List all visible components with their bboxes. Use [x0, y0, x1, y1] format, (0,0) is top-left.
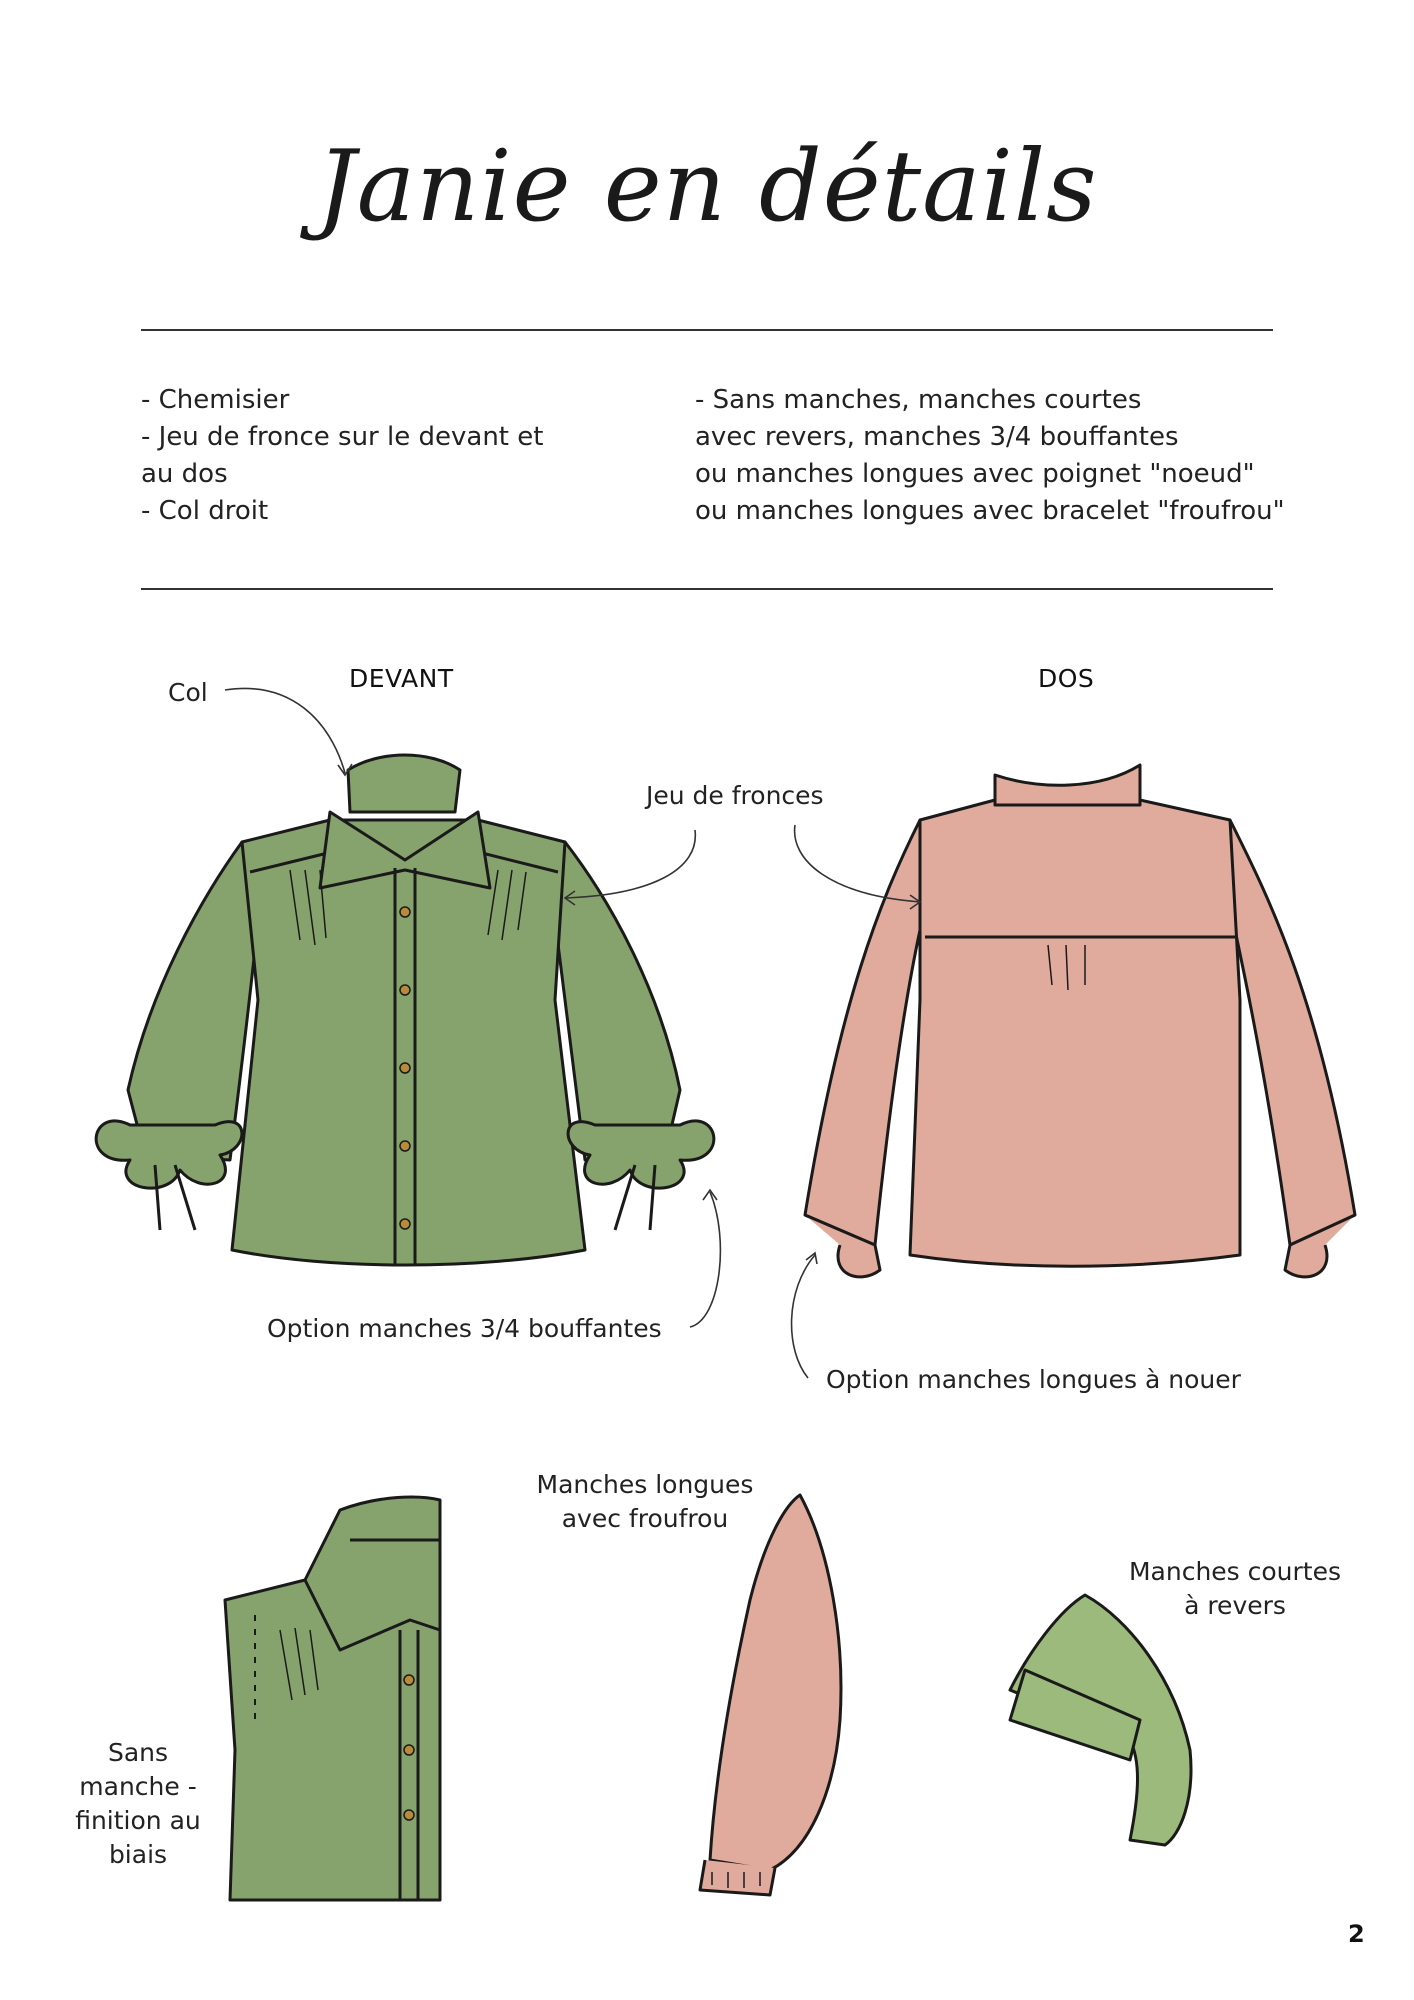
feature-item: - Jeu de fronce sur le devant et	[141, 422, 544, 452]
back-left-sleeve	[805, 820, 920, 1245]
short-cuff-variant-label	[1110, 1555, 1360, 1623]
short-cuff-sleeve-illustration	[1010, 1595, 1191, 1845]
feature-item: - Chemisier	[141, 385, 290, 415]
label-line: Sans	[107, 1738, 169, 1767]
long-ruffle-sleeve-illustration	[700, 1495, 841, 1895]
feature-item: ou manches longues avec bracelet "froufrou"	[695, 496, 1285, 526]
back-collar	[995, 765, 1140, 805]
feature-item: au dos	[141, 459, 228, 489]
front-right-sleeve	[555, 842, 680, 1160]
back-view-heading: DOS	[1038, 664, 1095, 693]
label-line: Manches courtes	[1128, 1557, 1342, 1586]
page-number: 2	[1348, 1920, 1365, 1948]
front-view-heading: DEVANT	[349, 664, 454, 693]
sleeveless-variant-label	[58, 1736, 218, 1872]
front-left-bow	[96, 1121, 242, 1188]
front-left-sleeve	[128, 842, 258, 1160]
front-body	[232, 820, 585, 1265]
front-right-bow	[568, 1121, 714, 1188]
feature-item: avec revers, manches 3/4 bouffantes	[695, 422, 1179, 452]
back-right-sleeve	[1230, 820, 1355, 1245]
long-ruffle-variant-label	[520, 1468, 770, 1536]
page-title: Janie en détails	[316, 130, 1098, 244]
back-body	[910, 800, 1240, 1266]
label-line: à revers	[1184, 1591, 1286, 1620]
label-line: avec froufrou	[561, 1504, 729, 1533]
gathers-label: Jeu de fronces	[646, 781, 824, 810]
label-line: manche -	[79, 1772, 197, 1801]
option-34-sleeves-label: Option manches 3/4 bouffantes	[267, 1314, 662, 1343]
label-line: biais	[108, 1840, 168, 1869]
feature-item: ou manches longues avec poignet "noeud"	[695, 459, 1255, 489]
sleeveless-variant-illustration	[225, 1497, 440, 1900]
front-blouse-illustration	[96, 755, 714, 1265]
collar-label: Col	[168, 678, 208, 707]
option-long-tie-label: Option manches longues à nouer	[826, 1365, 1241, 1394]
label-line: finition au	[75, 1806, 201, 1835]
feature-item: - Sans manches, manches courtes	[695, 385, 1142, 415]
feature-item: - Col droit	[141, 496, 269, 526]
label-line: Manches longues	[536, 1470, 754, 1499]
front-collar	[348, 755, 460, 812]
back-blouse-illustration	[805, 765, 1355, 1277]
